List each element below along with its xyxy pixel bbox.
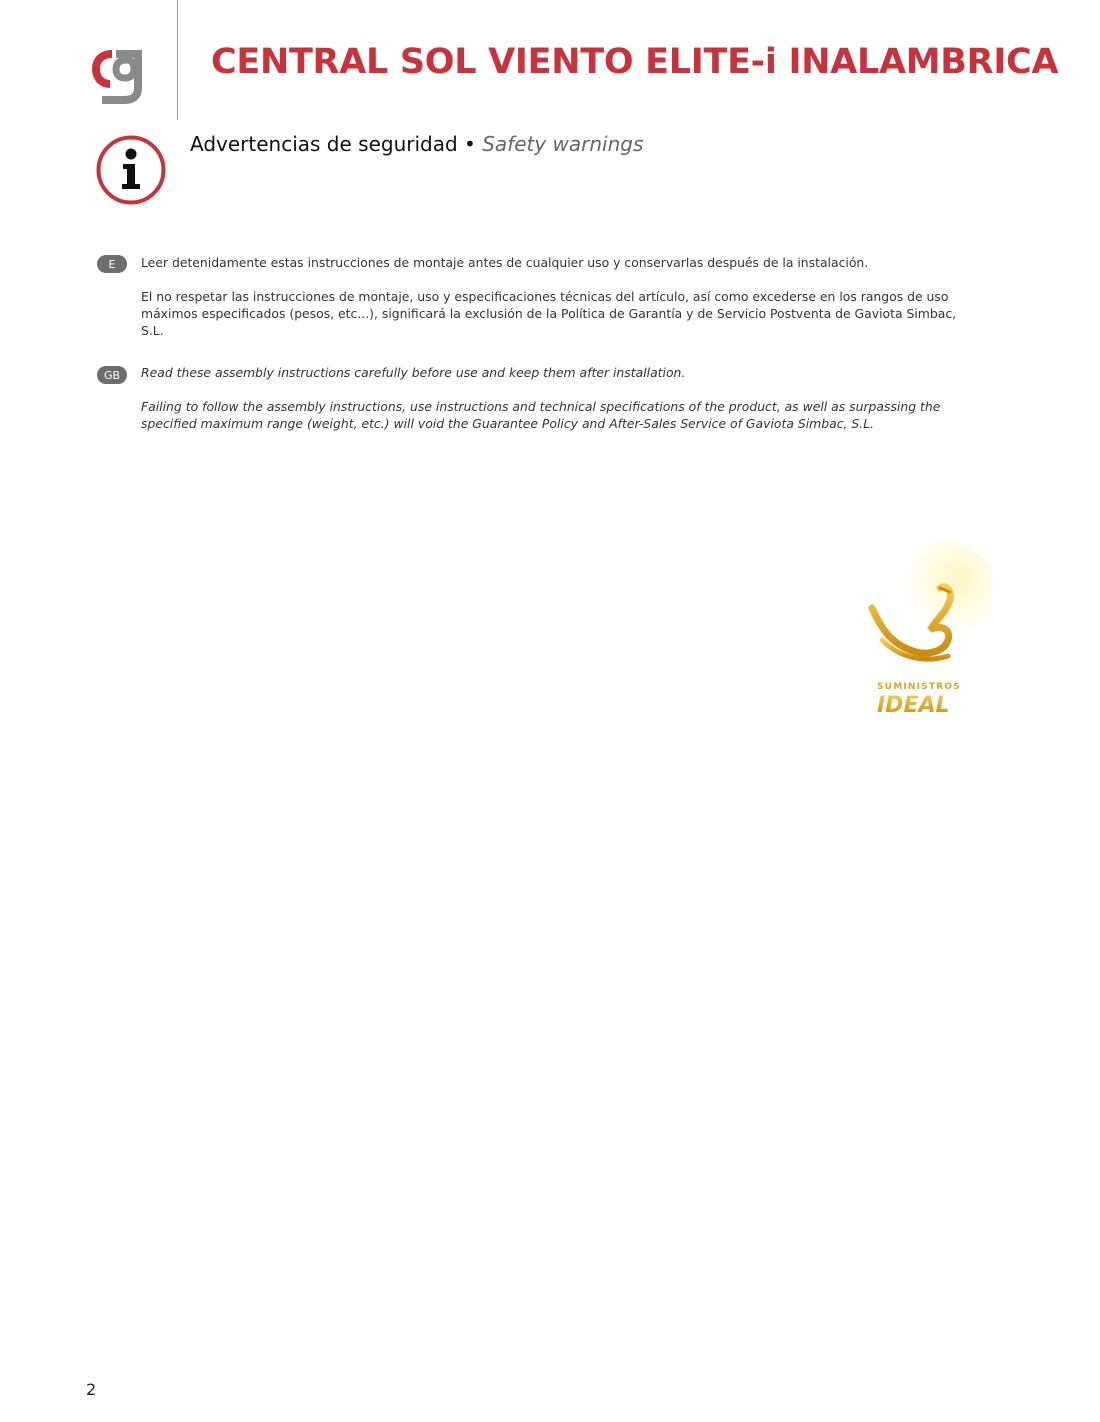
english-paragraph-2: Failing to follow the assembly instructions, use instructions and technical specifications of the product, as well as surpassing the specified maximum range (weight, etc.) will void the Guarantee Policy and After-Sales Service of Gaviota Simbac, S.L.	[141, 399, 941, 431]
heading-spanish: Advertencias de seguridad	[190, 132, 458, 156]
heading-separator: •	[457, 132, 483, 156]
heading-english: Safety warnings	[482, 132, 644, 156]
document-title: CENTRAL SOL VIENTO ELITE-i INALAMBRICA	[211, 42, 1059, 82]
suministros-ideal-watermark	[852, 540, 992, 720]
header-divider	[177, 0, 178, 120]
spanish-paragraph-1: Leer detenidamente estas instrucciones de montaje antes de cualquier uso y conservarlas después de la instalación.	[141, 255, 869, 270]
spanish-paragraph-2: El no respetar las instrucciones de montaje, uso y especificaciones técnicas del artículo, así como excederse en los rangos de uso máximos especificados (pesos, etc...), significará la exclusión de la Política de Garantía y de Servicio Postventa de Gaviota Simbac, S.L.	[141, 289, 957, 338]
english-paragraph-1: Read these assembly instructions carefully before use and keep them after installation.	[141, 365, 686, 380]
gaviota-logo-icon	[92, 44, 150, 104]
info-icon	[94, 133, 168, 207]
language-badge-english: GB	[97, 366, 127, 384]
watermark-line-2: IDEAL	[877, 693, 950, 718]
page-number: 2	[86, 1380, 97, 1399]
language-badge-spanish: E	[97, 255, 127, 273]
section-heading	[190, 132, 643, 156]
watermark-line-1: SUMINISTROS	[877, 682, 961, 692]
